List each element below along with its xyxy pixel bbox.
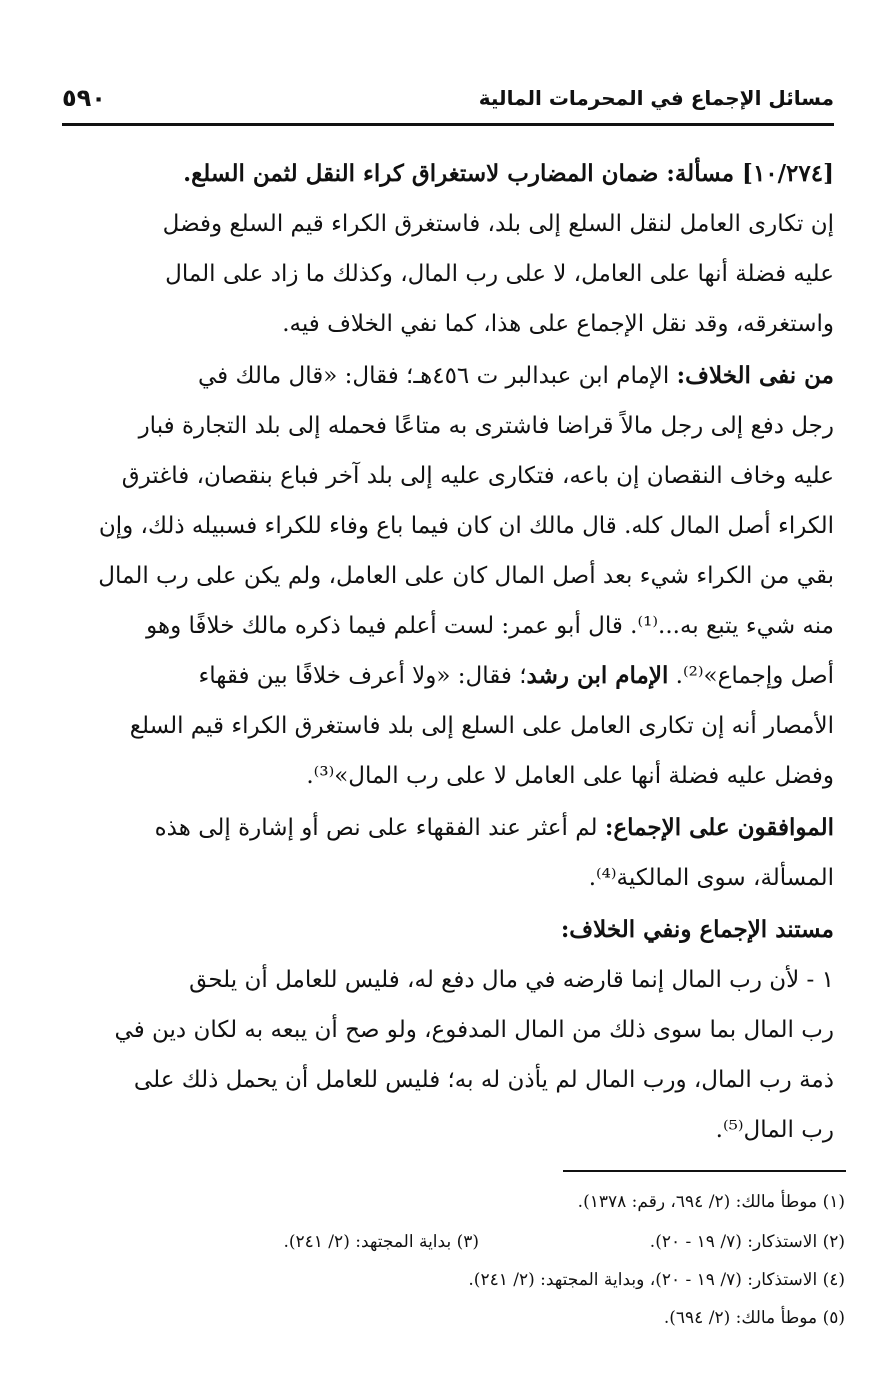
body-line: رب المال بما سوى ذلك من المال المدفوع، ولو صح أن يبعه به لكان دين في xyxy=(114,1017,834,1043)
issue-heading: [١٠/٢٧٤] مسألة: ضمان المضارب لاستغراق كراء النقل لثمن السلع. xyxy=(183,160,834,187)
body-line: ١ - لأن رب المال إنما قارضه في مال دفع له، فليس للعامل أن يلحق xyxy=(189,967,834,993)
body-line: واستغرقه، وقد نقل الإجماع على هذا، كما نفي الخلاف فيه. xyxy=(282,311,834,337)
footnote: (١) موطأ مالك: (٢/ ٦٩٤، رقم: ١٣٧٨). xyxy=(577,1192,845,1212)
running-header xyxy=(62,86,834,120)
footnote-rule xyxy=(563,1170,846,1172)
body-line: المسألة، سوى المالكية⁽⁴⁾. xyxy=(588,865,834,891)
footnote: (٤) الاستذكار: (٧/ ١٩ - ٢٠)، وبداية المجتهد: (٢/ ٢٤١). xyxy=(468,1270,845,1290)
agreeing-label: الموافقون على الإجماع: xyxy=(604,814,834,841)
body-line: منه شيء يتبع به...⁽¹⁾. قال أبو عمر: لست أعلم فيما ذكره مالك خلافًا وهو xyxy=(146,613,834,639)
page-number: ٥٩٠ xyxy=(62,84,106,112)
dissent-label: من نفى الخلاف: xyxy=(676,362,834,389)
basis-heading: مستند الإجماع ونفي الخلاف: xyxy=(560,916,834,943)
header-rule xyxy=(62,123,834,126)
footnote: (٥) موطأ مالك: (٢/ ٦٩٤). xyxy=(663,1308,845,1328)
body-line: وفضل عليه فضلة أنها على العامل لا على رب المال»⁽³⁾. xyxy=(306,763,834,789)
body-line: عليه فضلة أنها على العامل، لا على رب المال، وكذلك ما زاد على المال xyxy=(165,261,834,287)
body-line: رب المال⁽⁵⁾. xyxy=(715,1117,834,1143)
body-line: عليه وخاف النقصان إن باعه، فتكارى عليه إلى بلد آخر فباع بنقصان، فاغترق xyxy=(121,463,834,489)
text-segment: ؛ فقال: «ولا أعرف خلافًا بين فقهاء xyxy=(198,663,527,689)
body-line: ذمة رب المال، ورب المال لم يأذن له به؛ فليس للعامل أن يحمل ذلك على xyxy=(133,1067,834,1093)
body-line: إن تكارى العامل لنقل السلع إلى بلد، فاستغرق الكراء قيم السلع وفضل xyxy=(162,211,834,237)
footnote: (٢) الاستذكار: (٧/ ١٩ - ٢٠). xyxy=(649,1232,845,1252)
scholar-name: الإمام ابن رشد xyxy=(526,662,669,689)
body-line: بقي من الكراء شيء بعد أصل المال كان على العامل، ولم يكن على رب المال xyxy=(98,563,834,589)
dissent-paragraph-start xyxy=(198,360,834,392)
body-line: الأمصار أنه إن تكارى العامل على السلع إلى بلد فاستغرق الكراء قيم السلع xyxy=(129,713,834,739)
text-segment: أصل وإجماع»⁽²⁾. xyxy=(668,663,834,689)
body-line-mixed xyxy=(198,660,834,692)
dissent-text: الإمام ابن عبدالبر ت ٤٥٦هـ؛ فقال: «قال مالك في xyxy=(198,363,677,389)
footnote: (٣) بداية المجتهد: (٢/ ٢٤١). xyxy=(283,1232,479,1252)
body-line: الكراء أصل المال كله. قال مالك ان كان فيما باع وفاء للكراء فسبيله ذلك، وإن xyxy=(98,513,834,539)
agreeing-text: لم أعثر عند الفقهاء على نص أو إشارة إلى هذه xyxy=(154,815,605,841)
running-title: مسائل الإجماع في المحرمات المالية xyxy=(478,86,834,110)
body-line: رجل دفع إلى رجل مالاً قراضا فاشترى به متاعًا فحمله إلى بلد التجارة فبار xyxy=(138,413,834,439)
agreeing-paragraph-start xyxy=(155,812,834,844)
